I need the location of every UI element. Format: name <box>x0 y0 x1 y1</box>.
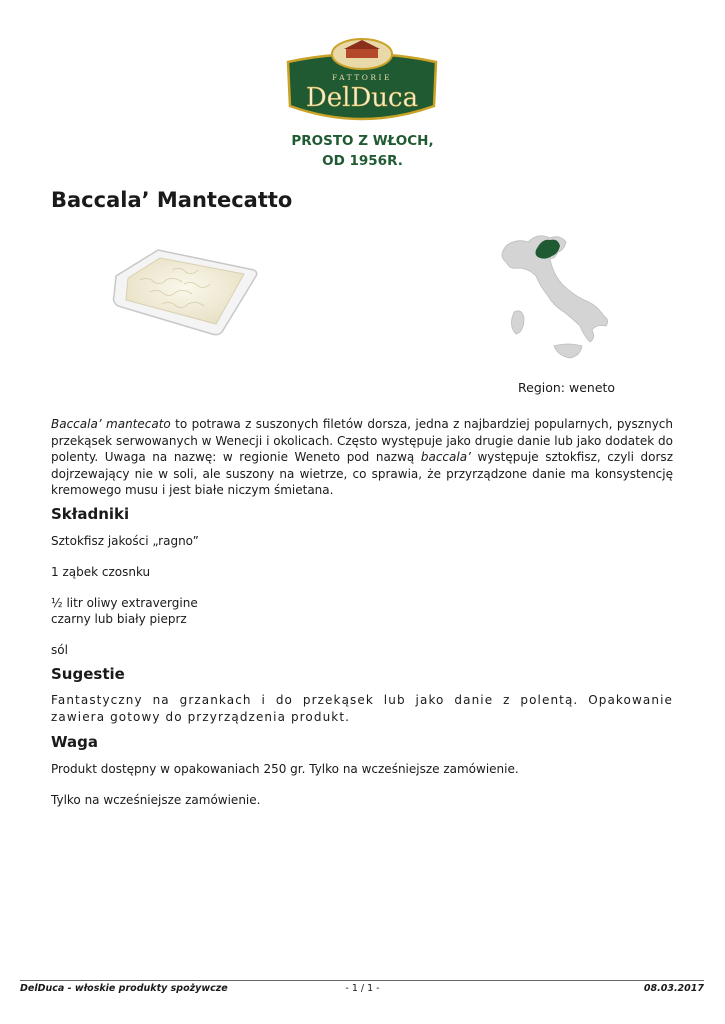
tagline-line-1: PROSTO Z WŁOCH, <box>291 133 434 149</box>
intro-term: baccala’ <box>420 450 471 464</box>
ingredient-item: Sztokfisz jakości „ragno” <box>51 534 199 548</box>
intro-product-name: Baccala’ mantecato <box>51 417 171 431</box>
brand-tagline <box>0 131 725 171</box>
footer-left: DelDuca - włoskie produkty spożywcze <box>20 983 228 994</box>
intro-text-2: występuje sztokfisz, czyli dorsz dojrzewający nie w soli, ale suszony na wietrze, co sprawia, że przyrządzone danie ma konsystencję kremowego musu i jest białe niczym śmietana. <box>51 450 673 497</box>
sicily <box>554 344 582 358</box>
weight-heading: Waga <box>51 733 98 751</box>
suggestions-heading: Sugestie <box>51 665 125 683</box>
intro-paragraph <box>51 416 673 499</box>
logo-main-text: DelDuca <box>305 83 419 113</box>
weight-text-2: Tylko na wcześniejsze zamówienie. <box>51 793 261 807</box>
logo-graphic <box>282 36 442 128</box>
italy-map <box>492 228 620 368</box>
product-title: Baccala’ Mantecatto <box>51 188 293 212</box>
ingredient-item: sól <box>51 643 68 657</box>
weight-text-1: Produkt dostępny w opakowaniach 250 gr. Tylko na wcześniejsze zamówienie. <box>51 762 519 776</box>
region-label: Region: weneto <box>518 380 616 395</box>
footer-page-number: - 1 / 1 - <box>345 983 380 994</box>
logo-top-text: FATTORIE <box>332 73 392 82</box>
footer-date: 08.03.2017 <box>643 983 704 994</box>
product-image <box>110 240 260 340</box>
intro-text-1: to potrawa z suszonych filetów dorsza, jedna z najbardziej popularnych, pysznych przekąsek serwowanych w Wenecji i okolicach. Często występuje jako drugie danie lub jako dodatek do polenty. Uwaga na nazwę: w regionie Weneto pod nazwą <box>51 417 673 464</box>
ingredient-item: ½ litr oliwy extravergine <box>51 596 198 610</box>
suggestions-text: Fantastyczny na grzankach i do przekąsek lub jako danie z polentą. Opakowanie zawiera gotowy do przyrządzenia produkt. <box>51 693 673 724</box>
sardinia <box>512 311 525 334</box>
ingredients-heading: Składniki <box>51 505 130 523</box>
ingredient-item: 1 ząbek czosnku <box>51 565 151 579</box>
ingredient-item: czarny lub biały pieprz <box>51 612 187 626</box>
delduca-logo <box>282 36 442 128</box>
footer-divider <box>20 980 704 981</box>
tagline-line-2: OD 1956R. <box>322 153 403 169</box>
